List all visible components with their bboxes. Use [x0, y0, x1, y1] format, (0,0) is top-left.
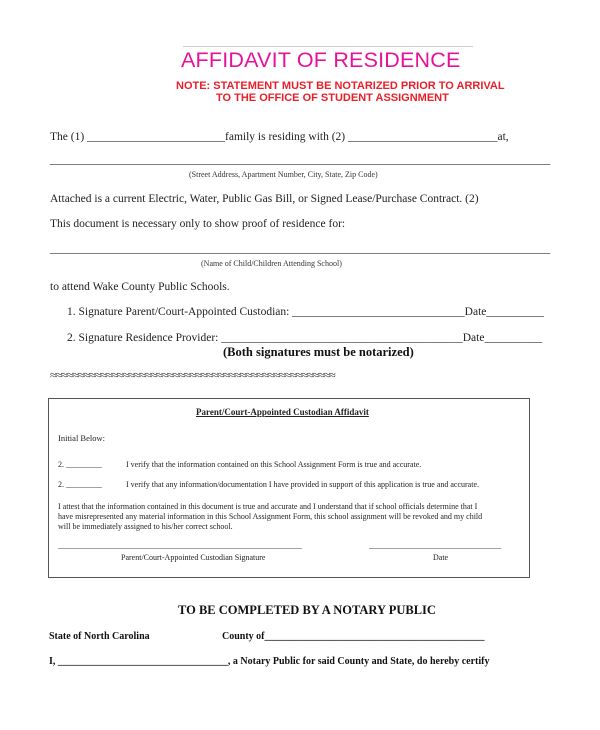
child-name-blank: _______________________________________________________________________________________: [50, 243, 551, 255]
signature-provider-line: 2. Signature Residence Provider: __________________________________________Date__________: [67, 332, 542, 344]
wavy-divider: ≈≈≈≈≈≈≈≈≈≈≈≈≈≈≈≈≈≈≈≈≈≈≈≈≈≈≈≈≈≈≈≈≈≈≈≈≈≈≈≈≈≈≈≈≈≈≈≈≈≈≈: [50, 368, 335, 382]
item2-text: I verify that any information/documentation I have provided in support of this application is true and accurate.: [126, 480, 480, 489]
both-notarized-note: (Both signatures must be notarized): [223, 345, 414, 359]
box-title: Parent/Court-Appointed Custodian Affidavit: [196, 407, 369, 417]
attest-line-1: I attest that the information contained in this document is true and accurate and I understand that if school officials determine that I: [58, 502, 478, 511]
necessary-statement: This document is necessary only to show proof of residence for:: [50, 218, 346, 230]
attend-statement: to attend Wake County Public Schools.: [50, 281, 230, 293]
note-line-2: TO THE OFFICE OF STUDENT ASSIGNMENT: [216, 92, 449, 104]
signature-parent-line: 1. Signature Parent/Court-Appointed Custodian: ______________________________Date__________: [67, 306, 544, 318]
child-name-caption: (Name of Child/Children Attending School): [201, 259, 342, 268]
title-rule: [183, 46, 473, 47]
initial-below-label: Initial Below:: [58, 433, 105, 443]
address-blank: _______________________________________________________________________________________: [50, 154, 551, 166]
item1-initial: 2. _________: [58, 460, 102, 469]
item2-initial: 2. _________: [58, 480, 102, 489]
attest-line-2: have misrepresented any material information in this School Assignment Form, this school assignment will be revoked and my child: [58, 512, 483, 521]
page-title: AFFIDAVIT OF RESIDENCE: [181, 48, 461, 72]
date-caption: Date: [433, 553, 449, 562]
custodian-signature-blank: _____________________________________________________________: [58, 541, 302, 550]
attest-line-3: will be immediately assigned to his/her correct school.: [58, 522, 233, 531]
county-line: County of____________________________________________: [222, 631, 485, 642]
state-label: State of North Carolina: [49, 631, 150, 642]
item1-text: I verify that the information contained on this School Assignment Form is true and accurate.: [126, 460, 422, 469]
note-line-1: NOTE: STATEMENT MUST BE NOTARIZED PRIOR TO ARRIVAL: [176, 80, 505, 92]
address-caption: (Street Address, Apartment Number, City, State, Zip Code): [189, 170, 378, 179]
family-residing-line: The (1) ________________________family is residing with (2) __________________________at,: [50, 131, 509, 143]
custodian-signature-caption: Parent/Court-Appointed Custodian Signature: [121, 553, 266, 562]
attached-statement: Attached is a current Electric, Water, Public Gas Bill, or Signed Lease/Purchase Contract. (2): [50, 193, 479, 205]
notary-certify-line: I, __________________________________, a Notary Public for said County and State, do hereby certify: [49, 656, 490, 667]
date-blank: _________________________________: [369, 541, 501, 550]
notary-heading: TO BE COMPLETED BY A NOTARY PUBLIC: [178, 603, 436, 617]
